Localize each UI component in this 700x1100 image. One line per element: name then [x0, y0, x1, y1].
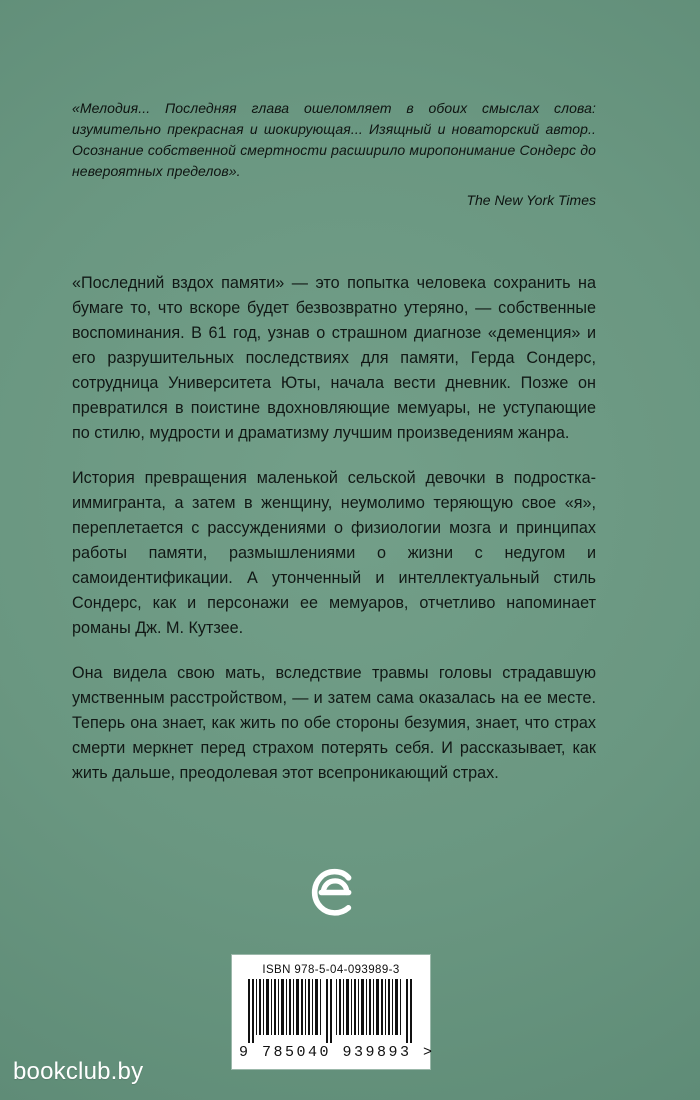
description-paragraph-1: «Последний вздох памяти» — это попытка человека сохранить на бумаге то, что вскоре будет безвозвратно утеряно, — собственные воспоминания. В 61 год, узнав о страшном диагнозе «деменция» и его разрушительных последствиях для памяти, Герда Сондерс, сотрудница Университета Юты, начала вести дневник. Позже он превратился в поистине вдохновляющие мемуары, не уступающие по стилю, мудрости и драматизму лучшим произведениям жанра. — [72, 274, 596, 442]
description-paragraph-3: Она видела свою мать, вследствие травмы головы страдавшую умственным расстройством, — и затем сама оказалась на ее месте. Теперь она знает, как жить по обе стороны безумия, знает, что страх смерти меркнет перед страхом потерять себя. И рассказывает, как жить дальше, преодолевая этот всепроникающий страх. — [72, 664, 596, 782]
description-paragraph-2: История превращения маленькой сельской девочки в подростка-иммигранта, а затем в женщину, неумолимо теряющую свое «я», переплетается с рассуждениями о физиологии мозга и принципах работы памяти, размышлениями о жизни с недугом и самоидентификации. А утонченный и интеллектуальный стиль Сондерс, как и персонажи ее мемуаров, отчетливо напоминает романы Дж. М. Кутзее. — [72, 469, 596, 637]
barcode-panel — [231, 954, 435, 1070]
isbn-label: ISBN 978-5-04-093989-3 — [262, 964, 400, 976]
book-description — [72, 271, 596, 786]
bookclub-watermark: bookclub.by — [13, 1058, 144, 1085]
review-quote-source: The New York Times — [466, 192, 596, 208]
barcode-number: 9 785040 939893 > — [239, 1044, 435, 1061]
review-quote-text: «Мелодия... Последняя глава ошеломляет в обоих смыслах слова: изумительно прекрасная и шокирующая... Изящный и новаторский автор.. Осознание собственной смертности расширило миропонимание Сондерс до невероятных пределов». — [72, 100, 596, 179]
publisher-logo-icon — [306, 862, 362, 920]
barcode-bars — [248, 979, 416, 1043]
review-quote — [72, 98, 596, 211]
